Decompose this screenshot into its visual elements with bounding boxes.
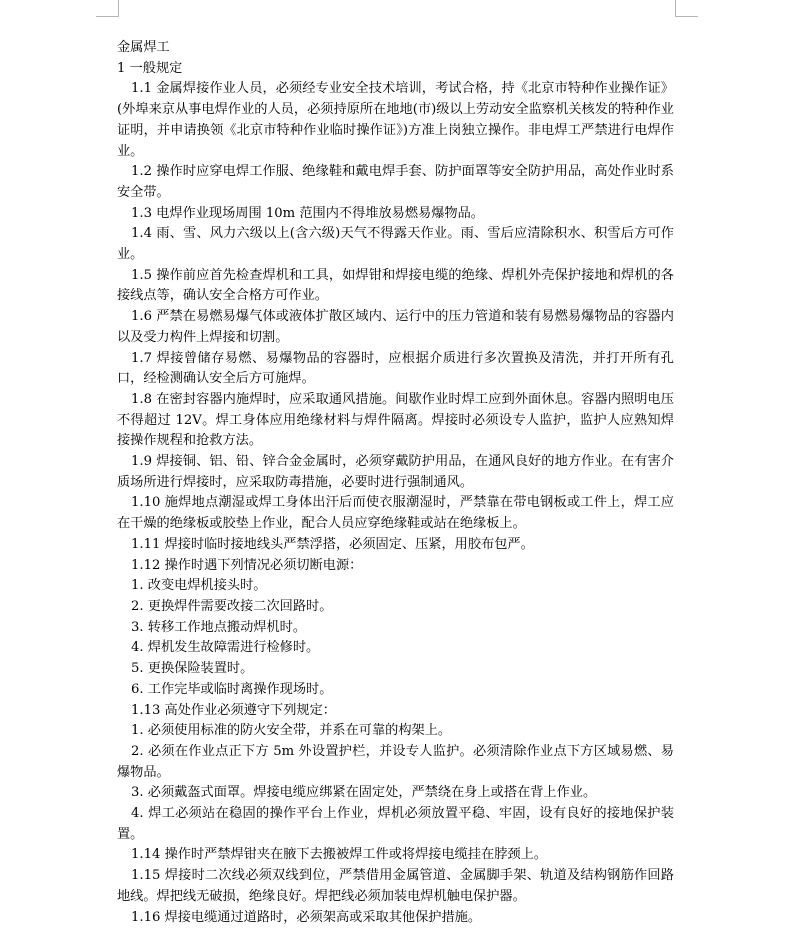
paragraph: 1.9 焊接铜、铝、铅、锌合金金属时，必须穿戴防护用品，在通风良好的地方作业。在有害介质场所进行焊接时，应采取防毒措施，必要时进行强制通风。 <box>117 454 674 490</box>
paragraph: 6. 工作完毕或临时离操作现场时。 <box>131 681 333 697</box>
page-corner-mark-left <box>96 0 119 17</box>
paragraph: 1.11 焊接时临时接地线头严禁浮搭，必须固定、压紧，用胶布包严。 <box>131 536 534 552</box>
paragraph: 1.2 操作时应穿电焊工作服、绝缘鞋和戴电焊手套、防护面罩等安全防护用品，高处作业时系安全带。 <box>117 164 674 200</box>
paragraph: 1.3 电焊作业现场周围 10m 范围内不得堆放易燃易爆物品。 <box>131 205 484 221</box>
paragraph: 1.8 在密封容器内施焊时，应采取通风措施。间歇作业时焊工应到外面休息。容器内照明电压不得超过 12V。焊工身体应用绝缘材料与焊件隔离。焊接时必须设专人监护，监护人应熟知焊接操作规程和抢救方法。 <box>117 391 674 449</box>
paragraph: 1.5 操作前应首先检查焊机和工具，如焊钳和焊接电缆的绝缘、焊机外壳保护接地和焊机的各接线点等，确认安全合格方可作业。 <box>117 267 674 304</box>
paragraph: 1.13 高处作业必须遵守下列规定： <box>131 702 336 718</box>
paragraph: 1.7 焊接曾储存易燃、易爆物品的容器时，应根据介质进行多次置换及清洗，并打开所有孔口，经检测确认安全后方可施焊。 <box>117 350 674 387</box>
document-title: 金属焊工 <box>117 40 170 55</box>
paragraph: 1.15 焊接时二次线必须双线到位，严禁借用金属管道、金属脚手架、轨道及结构钢筋作回路地线。焊把线无破损，绝缘良好。焊把线必须加装电焊机触电保护器。 <box>117 868 674 904</box>
paragraph: 1.12 操作时遇下列情况必须切断电源： <box>131 557 363 573</box>
page-corner-mark-right <box>675 0 698 17</box>
paragraph-list <box>117 79 674 928</box>
paragraph: 2. 更换焊件需要改接二次回路时。 <box>131 598 333 614</box>
paragraph: 1. 改变电焊机接头时。 <box>131 578 267 594</box>
paragraph: 3. 转移工作地点搬动焊机时。 <box>131 619 307 635</box>
paragraph: 4. 焊工必须站在稳固的操作平台上作业，焊机必须放置平稳、牢固，设有良好的接地保护装置。 <box>117 806 674 842</box>
paragraph: 1.1 金属焊接作业人员，必须经专业安全技术培训，考试合格，持《北京市特种作业操作证》(外埠来京从事电焊作业的人员，必须持原所在地地(市)级以上劳动安全监察机关核发的特种作业证明，并申请换领《北京市特种作业临时操作证》)方准上岗独立操作。非电焊工严禁进行电焊作业。 <box>117 81 674 159</box>
paragraph: 1. 必须使用标准的防火安全带，并系在可靠的构架上。 <box>131 723 452 739</box>
paragraph: 1.16 焊接电缆通过道路时，必须架高或采取其他保护措施。 <box>131 909 482 925</box>
paragraph: 2. 必须在作业点正下方 5m 外设置护栏，并设专人监护。必须清除作业点下方区域易燃、易爆物品。 <box>117 743 674 780</box>
paragraph: 5. 更换保险装置时。 <box>131 661 254 677</box>
paragraph: 1.4 雨、雪、风力六级以上(含六级)天气不得露天作业。雨、雪后应清除积水、积雪后方可作业。 <box>117 226 674 263</box>
paragraph: 1.14 操作时严禁焊钳夹在腋下去搬被焊工件或将焊接电缆挂在脖颈上。 <box>131 847 547 863</box>
paragraph: 3. 必须戴盔式面罩。焊接电缆应绑紧在固定处，严禁绕在身上或搭在背上作业。 <box>131 785 597 801</box>
document-body <box>117 38 674 928</box>
paragraph: 1.6 严禁在易燃易爆气体或液体扩散区域内、运行中的压力管道和装有易燃易爆物品的容器内以及受力构件上焊接和切割。 <box>117 309 674 345</box>
paragraph: 4. 焊机发生故障需进行检修时。 <box>131 640 320 656</box>
paragraph: 1.10 施焊地点潮湿或焊工身体出汗后而使衣服潮湿时，严禁靠在带电钢板或工件上，焊工应在干燥的绝缘板或胶垫上作业，配合人员应穿绝缘鞋或站在绝缘板上。 <box>117 495 674 532</box>
section-heading: 1 一般规定 <box>117 60 183 76</box>
